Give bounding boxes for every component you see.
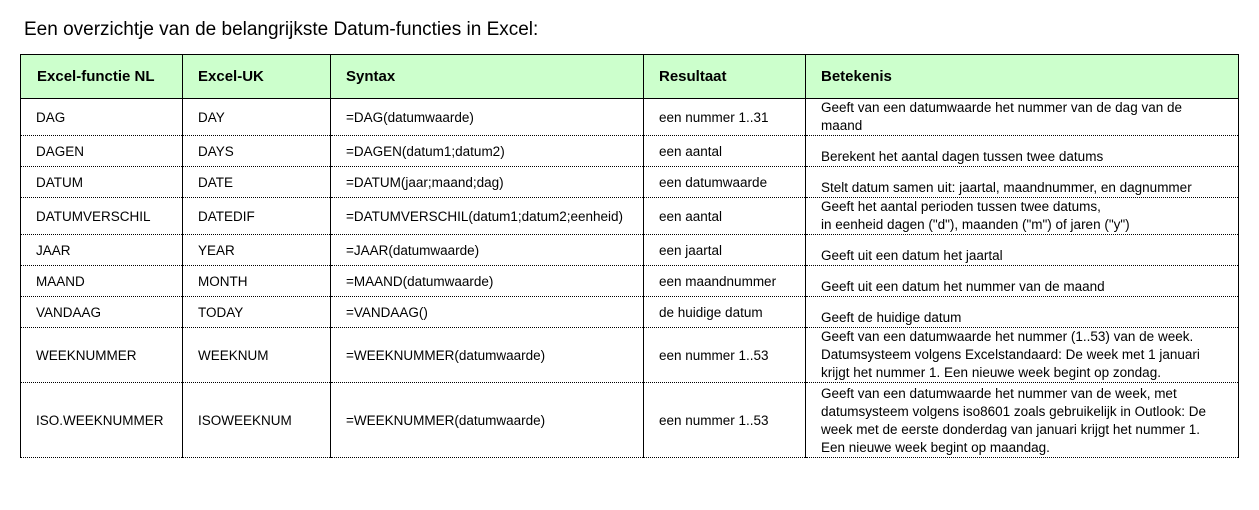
- cell-function-nl: WEEKNUMMER: [21, 328, 183, 383]
- table-row: [21, 99, 1239, 136]
- cell-function-uk: DATEDIF: [183, 198, 331, 235]
- cell-syntax: =WEEKNUMMER(datumwaarde): [331, 328, 644, 383]
- cell-function-uk: WEEKNUM: [183, 328, 331, 383]
- cell-function-nl: DATUMVERSCHIL: [21, 198, 183, 235]
- cell-meaning: [806, 167, 1239, 198]
- meaning-line: Geeft van een datumwaarde het nummer van de dag van de: [821, 100, 1182, 115]
- cell-meaning: [806, 328, 1239, 383]
- table-row: [21, 266, 1239, 297]
- table-row: [21, 383, 1239, 458]
- cell-function-uk: YEAR: [183, 235, 331, 266]
- cell-meaning: [806, 136, 1239, 167]
- cell-result: een jaartal: [644, 235, 806, 266]
- cell-syntax: =JAAR(datumwaarde): [331, 235, 644, 266]
- cell-function-nl: JAAR: [21, 235, 183, 266]
- cell-function-nl: DATUM: [21, 167, 183, 198]
- table-row: [21, 297, 1239, 328]
- meaning-line: Stelt datum samen uit: jaartal, maandnummer, en dagnummer: [821, 180, 1192, 195]
- cell-meaning: [806, 99, 1239, 136]
- table-row: [21, 167, 1239, 198]
- meaning-line: week met de eerste donderdag van januari krijgt het nummer 1.: [821, 422, 1200, 437]
- date-functions-table: [20, 54, 1239, 458]
- cell-result: een nummer 1..31: [644, 99, 806, 136]
- cell-meaning: [806, 266, 1239, 297]
- cell-function-uk: ISOWEEKNUM: [183, 383, 331, 458]
- meaning-line: Geeft van een datumwaarde het nummer (1..53) van de week.: [821, 329, 1194, 344]
- meaning-line: Geeft van een datumwaarde het nummer van de week, met: [821, 386, 1177, 401]
- cell-result: de huidige datum: [644, 297, 806, 328]
- cell-result: een nummer 1..53: [644, 383, 806, 458]
- header-excel-function-nl: Excel-functie NL: [21, 55, 183, 99]
- cell-function-uk: DAY: [183, 99, 331, 136]
- table-row: [21, 328, 1239, 383]
- table-row: [21, 198, 1239, 235]
- cell-syntax: =VANDAAG(): [331, 297, 644, 328]
- cell-meaning: [806, 383, 1239, 458]
- table-body: [21, 99, 1239, 458]
- header-meaning: Betekenis: [806, 55, 1239, 99]
- header-result: Resultaat: [644, 55, 806, 99]
- meaning-line: Geeft het aantal perioden tussen twee datums,: [821, 199, 1101, 214]
- meaning-line: maand: [821, 118, 863, 133]
- cell-syntax: =DAG(datumwaarde): [331, 99, 644, 136]
- meaning-line: Datumsysteem volgens Excelstandaard: De week met 1 januari: [821, 347, 1200, 362]
- cell-meaning: [806, 297, 1239, 328]
- cell-syntax: =DATUM(jaar;maand;dag): [331, 167, 644, 198]
- cell-result: een nummer 1..53: [644, 328, 806, 383]
- table-row: [21, 235, 1239, 266]
- cell-function-nl: DAGEN: [21, 136, 183, 167]
- meaning-line: Geeft uit een datum het nummer van de maand: [821, 279, 1105, 294]
- meaning-line: in eenheid dagen ("d"), maanden ("m") of jaren ("y"): [821, 217, 1130, 232]
- meaning-line: datumsysteem volgens iso8601 zoals gebruikelijk in Outlook: De: [821, 404, 1206, 419]
- cell-syntax: =MAAND(datumwaarde): [331, 266, 644, 297]
- cell-syntax: =DATUMVERSCHIL(datum1;datum2;eenheid): [331, 198, 644, 235]
- page-title: Een overzichtje van de belangrijkste Datum-functies in Excel:: [24, 19, 539, 40]
- cell-result: een aantal: [644, 198, 806, 235]
- meaning-line: Berekent het aantal dagen tussen twee datums: [821, 149, 1104, 164]
- cell-function-nl: DAG: [21, 99, 183, 136]
- meaning-line: krijgt het nummer 1. Een nieuwe week begint op zondag.: [821, 365, 1161, 380]
- meaning-line: Geeft uit een datum het jaartal: [821, 248, 1003, 263]
- table-header-row: [21, 55, 1239, 99]
- cell-result: een aantal: [644, 136, 806, 167]
- cell-function-uk: TODAY: [183, 297, 331, 328]
- cell-function-uk: MONTH: [183, 266, 331, 297]
- table-row: [21, 136, 1239, 167]
- cell-function-nl: VANDAAG: [21, 297, 183, 328]
- cell-function-nl: MAAND: [21, 266, 183, 297]
- cell-result: een datumwaarde: [644, 167, 806, 198]
- meaning-line: Een nieuwe week begint op maandag.: [821, 440, 1050, 455]
- cell-meaning: [806, 235, 1239, 266]
- cell-function-uk: DATE: [183, 167, 331, 198]
- header-syntax: Syntax: [331, 55, 644, 99]
- cell-syntax: =WEEKNUMMER(datumwaarde): [331, 383, 644, 458]
- cell-function-uk: DAYS: [183, 136, 331, 167]
- cell-meaning: [806, 198, 1239, 235]
- cell-syntax: =DAGEN(datum1;datum2): [331, 136, 644, 167]
- meaning-line: Geeft de huidige datum: [821, 310, 962, 325]
- cell-result: een maandnummer: [644, 266, 806, 297]
- header-excel-uk: Excel-UK: [183, 55, 331, 99]
- cell-function-nl: ISO.WEEKNUMMER: [21, 383, 183, 458]
